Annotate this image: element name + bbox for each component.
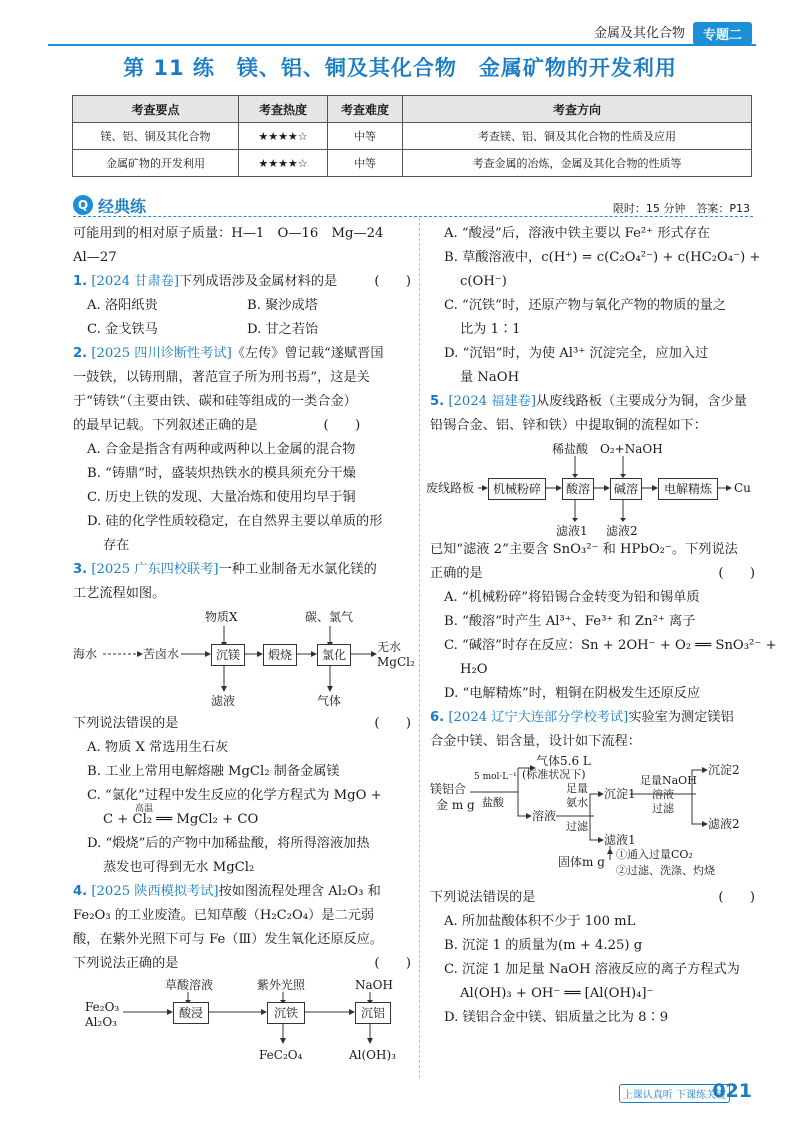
option: A. 物质 X 常选用生石灰 bbox=[87, 740, 229, 755]
flow-diagram-q6 bbox=[430, 754, 755, 886]
table-row bbox=[73, 123, 752, 150]
question-source: [2024 福建卷] bbox=[448, 394, 536, 409]
option: A. “机械粉碎”将铅锡合金转变为铅和锡单质 bbox=[444, 590, 700, 605]
question-6-stem bbox=[430, 706, 755, 730]
col-header: 考查难度 bbox=[328, 96, 403, 123]
option: C. “氯化”过程中发生反应的化学方程式为 MgO + bbox=[87, 788, 382, 803]
question-text: 下列说法正确的是 bbox=[73, 956, 179, 971]
time-limit-answer: 限时：15 分钟 答案：P13 bbox=[612, 202, 750, 215]
question-text: 已知“滤液 2”主要含 SnO₃²⁻ 和 HPbO₂⁻。下列说法 bbox=[430, 542, 738, 557]
flow-diagram-q4 bbox=[73, 976, 411, 1066]
answer-paren: ( ) bbox=[718, 566, 755, 581]
section-rule bbox=[73, 216, 753, 217]
input-label: Al₂O₃ bbox=[85, 1015, 117, 1029]
col-header: 考查要点 bbox=[73, 96, 239, 123]
option: 量 NaOH bbox=[460, 370, 520, 385]
alloy-label: 镁铝合 bbox=[430, 782, 467, 796]
left-column bbox=[73, 222, 415, 1066]
page-title: 第 11 练 镁、铝、铜及其化合物 金属矿物的开发利用 bbox=[123, 56, 677, 80]
precipitate-label: 沉淀1 bbox=[604, 787, 636, 801]
option: H₂O bbox=[460, 662, 488, 677]
alloy-label: 金 m g bbox=[436, 798, 475, 812]
reaction-condition: 高温 bbox=[135, 804, 154, 814]
output-label: MgCl₂ bbox=[377, 655, 415, 669]
table-row bbox=[73, 150, 752, 177]
reagent-label: O₂+NaOH bbox=[600, 442, 663, 456]
answer-paren: ( ) bbox=[374, 956, 411, 971]
intro-line: 可能用到的相对原子质量：H—1 O—16 Mg—24 bbox=[73, 226, 384, 241]
option: A. “酸浸”后，溶液中铁主要以 Fe²⁺ 形式存在 bbox=[444, 226, 711, 241]
question-text: 《左传》曾记载“遂赋晋国 bbox=[231, 346, 384, 361]
condition-label: 足量NaOH bbox=[640, 774, 697, 787]
byproduct-label: 滤液1 bbox=[556, 524, 588, 538]
solid-label: 固体m g bbox=[558, 855, 605, 869]
option: C. “碱溶”时存在反应：Sn + 2OH⁻ + O₂ ══ SnO₃²⁻ + bbox=[444, 638, 777, 653]
option: A. 洛阳纸贵 bbox=[87, 298, 158, 313]
process-box: 机械粉碎 bbox=[488, 478, 546, 500]
process-box: 碱溶 bbox=[610, 478, 642, 500]
question-1-stem bbox=[73, 270, 411, 294]
table-cell: 金属矿物的开发利用 bbox=[73, 150, 239, 177]
question-number: 5. bbox=[430, 394, 445, 409]
option: D. 甘之若饴 bbox=[247, 322, 319, 337]
step-label: ①通入过量CO₂ bbox=[616, 848, 693, 861]
question-text: 下列成语涉及金属材料的是 bbox=[179, 274, 338, 289]
option: 存在 bbox=[103, 538, 130, 553]
gas-label: 气体5.6 L bbox=[536, 754, 591, 768]
footer-logo: 上课认真听 下课练关键 bbox=[619, 1084, 730, 1103]
flow-diagram-q3 bbox=[73, 606, 415, 712]
question-5-stem bbox=[430, 390, 755, 414]
question-text: 工艺流程如图。 bbox=[73, 586, 166, 601]
table-cell: 中等 bbox=[328, 150, 403, 177]
option: C. “沉铁”时，还原产物与氧化产物的物质的量之 bbox=[444, 298, 727, 313]
acid-concentration: 5 mol·L⁻¹ bbox=[474, 772, 517, 782]
option: A. 所加盐酸体积不少于 100 mL bbox=[444, 914, 636, 929]
question-text: 一鼓铁，以铸刑鼎，著范宣子所为刑书焉”，这是关 bbox=[73, 370, 370, 385]
option: B. “酸溶”时产生 Al³⁺、Fe³⁺ 和 Zn²⁺ 离子 bbox=[444, 614, 696, 629]
question-text bbox=[73, 712, 411, 736]
topic-badge: 专题二 bbox=[693, 22, 752, 45]
input-label: 废线路板 bbox=[426, 481, 475, 495]
option: D. “电解精炼”时，粗铜在阴极发生还原反应 bbox=[444, 686, 701, 701]
option-row bbox=[73, 294, 411, 318]
col-header: 考查热度 bbox=[239, 96, 328, 123]
table-cell: 中等 bbox=[328, 123, 403, 150]
process-box: 酸浸 bbox=[173, 1002, 209, 1024]
reagent-label: NaOH bbox=[355, 978, 393, 992]
reagent-label: 碳、氯气 bbox=[305, 610, 354, 624]
section-icon: Q bbox=[73, 195, 93, 215]
column-divider bbox=[419, 218, 420, 1078]
question-source: [2025 四川诊断性考试] bbox=[91, 346, 232, 361]
condition-label: 溶液 bbox=[652, 788, 674, 801]
process-box: 沉镁 bbox=[211, 644, 245, 666]
question-source: [2025 陕西模拟考试] bbox=[91, 884, 219, 899]
byproduct-label: 滤液2 bbox=[606, 524, 638, 538]
option: C. 金戈铁马 bbox=[87, 322, 158, 337]
question-text: 下列说法错误的是 bbox=[73, 716, 179, 731]
condition-label: 足量 bbox=[566, 782, 588, 795]
option: D. “煅烧”后的产物中加稀盐酸，将所得溶液加热 bbox=[87, 836, 370, 851]
option: A. 合金是指含有两种或两种以上金属的混合物 bbox=[87, 442, 356, 457]
question-text: 于“铸铁”（主要由铁、碳和硅等组成的一类合金） bbox=[73, 394, 357, 409]
header-rule bbox=[48, 44, 756, 46]
col-header: 考查方向 bbox=[403, 96, 752, 123]
option-row bbox=[73, 318, 411, 342]
condition-label: 过滤 bbox=[566, 820, 588, 833]
table-header-row bbox=[73, 96, 752, 123]
option: C + Cl₂ ══ MgCl₂ + CO bbox=[103, 812, 259, 827]
option: B. 沉淀 1 的质量为(m + 4.25) g bbox=[444, 938, 643, 953]
option: 比为 1∶1 bbox=[460, 322, 521, 337]
precipitate-label: 沉淀2 bbox=[708, 763, 740, 777]
exam-info-table bbox=[72, 95, 752, 177]
answer-paren: ( ) bbox=[374, 716, 411, 731]
filtrate-label: 滤液1 bbox=[604, 833, 636, 847]
flow-diagram-q5 bbox=[426, 438, 755, 538]
right-column bbox=[426, 222, 777, 1030]
input-label: 苦卤水 bbox=[143, 647, 180, 661]
question-text: 从废线路板（主要成分为铜，含少量 bbox=[536, 394, 747, 409]
reagent-label: 稀盐酸 bbox=[552, 442, 589, 456]
reagent-label: 草酸溶液 bbox=[165, 978, 214, 992]
option: C. 历史上铁的发现、大量冶炼和使用均早于铜 bbox=[87, 490, 356, 505]
option: B. 草酸溶液中，c(H⁺) = c(C₂O₄²⁻) + c(HC₂O₄⁻) + bbox=[444, 250, 761, 265]
page-number: 021 bbox=[712, 1080, 752, 1102]
question-text: 铅锡合金、铝、锌和铁）中提取铜的流程如下： bbox=[430, 418, 707, 433]
question-text bbox=[430, 562, 755, 586]
process-box: 沉铝 bbox=[355, 1002, 391, 1024]
table-cell: ★★★★☆ bbox=[239, 123, 328, 150]
question-number: 6. bbox=[430, 710, 445, 725]
question-text bbox=[430, 886, 755, 910]
condition-label: 氨水 bbox=[566, 796, 588, 809]
question-4-stem bbox=[73, 880, 411, 904]
question-number: 1. bbox=[73, 274, 88, 289]
table-cell: 考查镁、铝、铜及其化合物的性质及应用 bbox=[403, 123, 752, 150]
input-label: Fe₂O₃ bbox=[85, 1000, 120, 1014]
option: B. 工业上常用电解熔融 MgCl₂ 制备金属镁 bbox=[87, 764, 340, 779]
question-source: [2024 辽宁大连部分学校考试] bbox=[448, 710, 629, 725]
gas-condition: (标准状况下) bbox=[522, 768, 586, 781]
option: c(OH⁻) bbox=[460, 274, 507, 289]
question-3-stem bbox=[73, 558, 411, 582]
section-label: 金属及其化合物 bbox=[593, 26, 685, 41]
filtrate-label: 滤液2 bbox=[708, 817, 740, 831]
question-text bbox=[73, 952, 411, 976]
output-label: 无水 bbox=[377, 640, 402, 654]
input-label: 海水 bbox=[73, 647, 98, 661]
answer-paren: ( ) bbox=[718, 890, 755, 905]
output-label: Cu bbox=[734, 481, 751, 495]
process-box: 酸溶 bbox=[562, 478, 594, 500]
option: B. 聚沙成塔 bbox=[247, 298, 318, 313]
table-cell: 考查金属的冶炼，金属及其化合物的性质等 bbox=[403, 150, 752, 177]
question-number: 2. bbox=[73, 346, 88, 361]
step-label: ②过滤、洗涤、灼烧 bbox=[616, 864, 715, 877]
question-text: 正确的是 bbox=[430, 566, 483, 581]
product-label: FeC₂O₄ bbox=[259, 1048, 303, 1062]
section-title: 经典练 bbox=[98, 197, 147, 216]
question-text: 的最早记载。下列叙述正确的是 ( ) bbox=[73, 418, 361, 433]
acid-label: 盐酸 bbox=[482, 796, 504, 809]
table-cell: 镁、铝、铜及其化合物 bbox=[73, 123, 239, 150]
option-cont bbox=[73, 804, 411, 832]
byproduct-label: 滤液 bbox=[211, 694, 236, 708]
question-text: 一种工业制备无水氯化镁的 bbox=[218, 562, 377, 577]
question-text: 实验室为测定镁铝 bbox=[628, 710, 734, 725]
option: 蒸发也可得到无水 MgCl₂ bbox=[103, 860, 255, 875]
question-text: 按如图流程处理含 Al₂O₃ 和 bbox=[218, 884, 381, 899]
solution-label: 溶液 bbox=[532, 809, 557, 823]
question-number: 4. bbox=[73, 884, 88, 899]
option: Al(OH)₃ + OH⁻ ══ [Al(OH)₄]⁻ bbox=[460, 986, 654, 1001]
question-source: [2024 甘肃卷] bbox=[91, 274, 179, 289]
question-text: 合金中镁、铝含量，设计如下流程： bbox=[430, 734, 641, 749]
byproduct-label: 气体 bbox=[317, 694, 342, 708]
option: D. 镁铝合金中镁、铝质量之比为 8∶9 bbox=[444, 1010, 669, 1025]
answer-paren: ( ) bbox=[374, 274, 411, 289]
option: C. 沉淀 1 加足量 NaOH 溶液反应的离子方程式为 bbox=[444, 962, 740, 977]
reagent-label: 物质X bbox=[205, 610, 238, 624]
option: D. “沉铝”时，为使 Al³⁺ 沉淀完全，应加入过 bbox=[444, 346, 709, 361]
question-number: 3. bbox=[73, 562, 88, 577]
option: D. 硅的化学性质较稳定，在自然界主要以单质的形 bbox=[87, 514, 383, 529]
process-box: 煅烧 bbox=[263, 644, 297, 666]
intro-line: Al—27 bbox=[73, 250, 117, 265]
process-box: 氯化 bbox=[317, 644, 351, 666]
question-text: Fe₂O₃ 的工业废渣。已知草酸（H₂C₂O₄）是二元弱 bbox=[73, 908, 375, 923]
table-cell: ★★★★☆ bbox=[239, 150, 328, 177]
option: B. “铸鼎”时，盛装炽热铁水的模具须充分干燥 bbox=[87, 466, 356, 481]
product-label: Al(OH)₃ bbox=[349, 1048, 396, 1062]
reagent-label: 紫外光照 bbox=[257, 978, 306, 992]
condition-label: 过滤 bbox=[652, 802, 674, 815]
question-text: 酸，在紫外光照下可与 Fe（Ⅲ）发生氧化还原反应。 bbox=[73, 932, 384, 947]
question-2-stem bbox=[73, 342, 411, 366]
question-source: [2025 广东四校联考] bbox=[91, 562, 219, 577]
process-box: 沉铁 bbox=[267, 1002, 305, 1024]
process-box: 电解精炼 bbox=[658, 478, 718, 500]
question-text: 下列说法错误的是 bbox=[430, 890, 536, 905]
